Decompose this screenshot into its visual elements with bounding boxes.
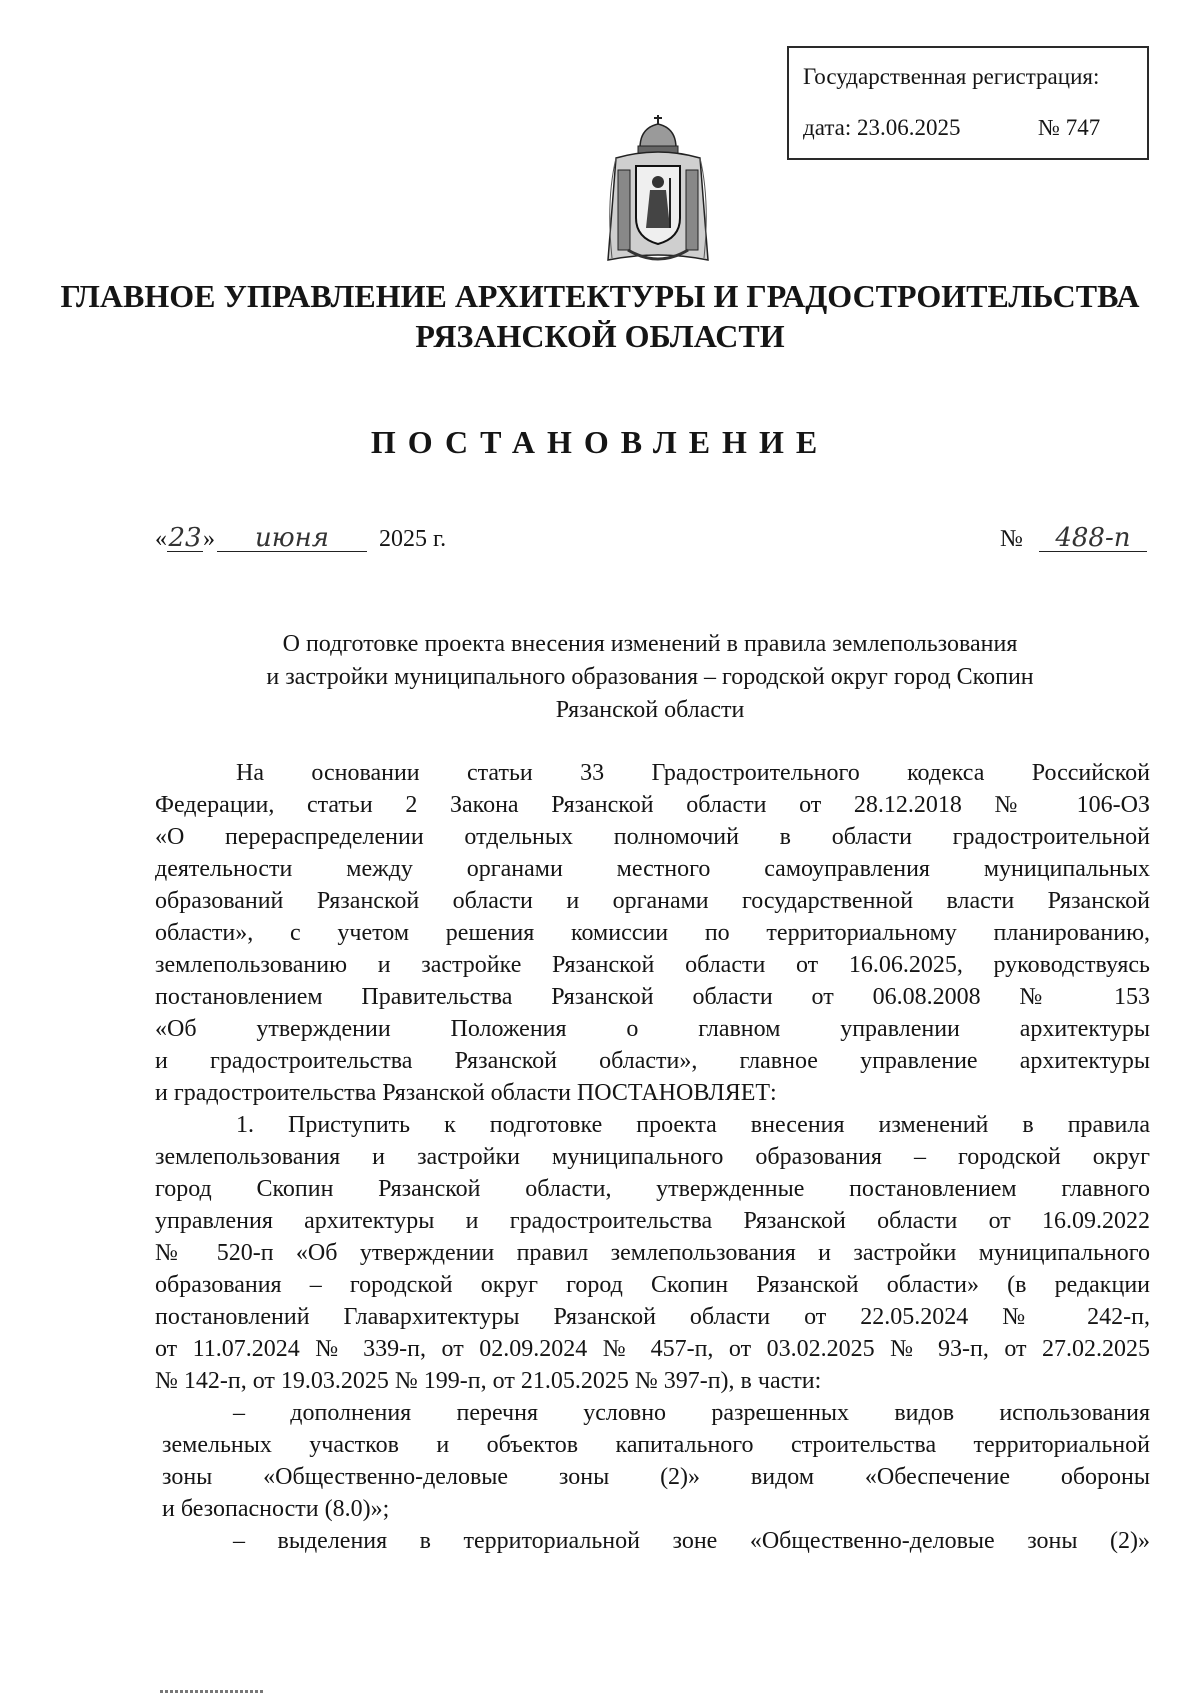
body-line: «Об утверждении Положения о главном управлении архитектуры: [155, 1016, 1150, 1042]
body-line: город Скопин Рязанской области, утвержденные постановлением главного: [155, 1176, 1150, 1202]
body-line: Федерации, статьи 2 Закона Рязанской области от 28.12.2018 № 106-ОЗ: [155, 792, 1150, 818]
list-item-line: зоны «Общественно-деловые зоны (2)» видом «Обеспечение обороны: [162, 1464, 1150, 1490]
body-line: от 11.07.2024 № 339-п, от 02.09.2024 № 457-п, от 03.02.2025 № 93-п, от 27.02.2025: [155, 1336, 1150, 1362]
body-line: № 520-п «Об утверждении правил землепользования и застройки муниципального: [155, 1240, 1150, 1266]
list-item-line: – выделения в территориальной зоне «Общественно-деловые зоны (2)»: [233, 1528, 1150, 1554]
document-date: «23» июня 2025 г.: [155, 523, 447, 553]
document-number: [1000, 525, 1147, 553]
list-item-line: – дополнения перечня условно разрешенных видов использования: [233, 1400, 1150, 1426]
body-line: и градостроительства Рязанской области», главное управление архитектуры: [155, 1048, 1150, 1074]
body-line: «О перераспределении отдельных полномочий в области градостроительной: [155, 824, 1150, 850]
body-line: постановлением Правительства Рязанской области от 06.08.2008 № 153: [155, 984, 1150, 1010]
body-line: № 142-п, от 19.03.2025 № 199-п, от 21.05.2025 № 397-п), в части:: [155, 1368, 822, 1394]
body-line: землепользованию и застройке Рязанской области от 16.06.2025, руководствуясь: [155, 952, 1150, 978]
body-line: области», с учетом решения комиссии по территориальному планированию,: [155, 920, 1150, 946]
organization-name-line1: ГЛАВНОЕ УПРАВЛЕНИЕ АРХИТЕКТУРЫ И ГРАДОСТРОИТЕЛЬСТВА: [60, 278, 1140, 314]
body-line: На основании статьи 33 Градостроительного кодекса Российской: [236, 760, 1150, 786]
date-year: 2025 г.: [379, 526, 447, 552]
clause-1-line: 1. Приступить к подготовке проекта внесения изменений в правила: [236, 1112, 1150, 1138]
number-label: №: [1000, 526, 1023, 552]
document-subject: О подготовке проекта внесения изменений в правила землепользования и застройки муниципального образования – городской округ город Скопин Рязанской области: [266, 631, 1034, 723]
registration-date: дата: 23.06.2025: [803, 115, 961, 140]
body-line: образований Рязанской области и органами государственной власти Рязанской: [155, 888, 1150, 914]
date-month: июня: [217, 525, 367, 552]
body-line: землепользования и застройки муниципального образования – городской округ: [155, 1144, 1150, 1170]
body-line: постановлений Главархитектуры Рязанской области от 22.05.2024 № 242-п,: [155, 1304, 1150, 1330]
body-line: образования – городской округ город Скопин Рязанской области» (в редакции: [155, 1272, 1150, 1298]
registration-stamp: [787, 46, 1149, 160]
number-value: 488-п: [1039, 525, 1147, 552]
organization-name-line2: РЯЗАНСКОЙ ОБЛАСТИ: [415, 318, 785, 354]
coat-of-arms-icon: [588, 110, 728, 275]
list-item-line: земельных участков и объектов капитального строительства территориальной: [162, 1432, 1150, 1458]
list-item-line: и безопасности (8.0)»;: [162, 1496, 390, 1522]
body-line: деятельности между органами местного самоуправления муниципальных: [155, 856, 1150, 882]
date-day: 23: [168, 523, 202, 553]
registration-number: № 747: [1038, 115, 1101, 140]
body-line: управления архитектуры и градостроительства Рязанской области от 16.09.2022: [155, 1208, 1150, 1234]
document-type: ПОСТАНОВЛЕНИЕ: [370, 424, 830, 460]
registration-label: Государственная регистрация:: [803, 64, 1100, 89]
footer-scan-mark: [160, 1690, 265, 1693]
body-line: и градостроительства Рязанской области ПОСТАНОВЛЯЕТ:: [155, 1080, 777, 1106]
